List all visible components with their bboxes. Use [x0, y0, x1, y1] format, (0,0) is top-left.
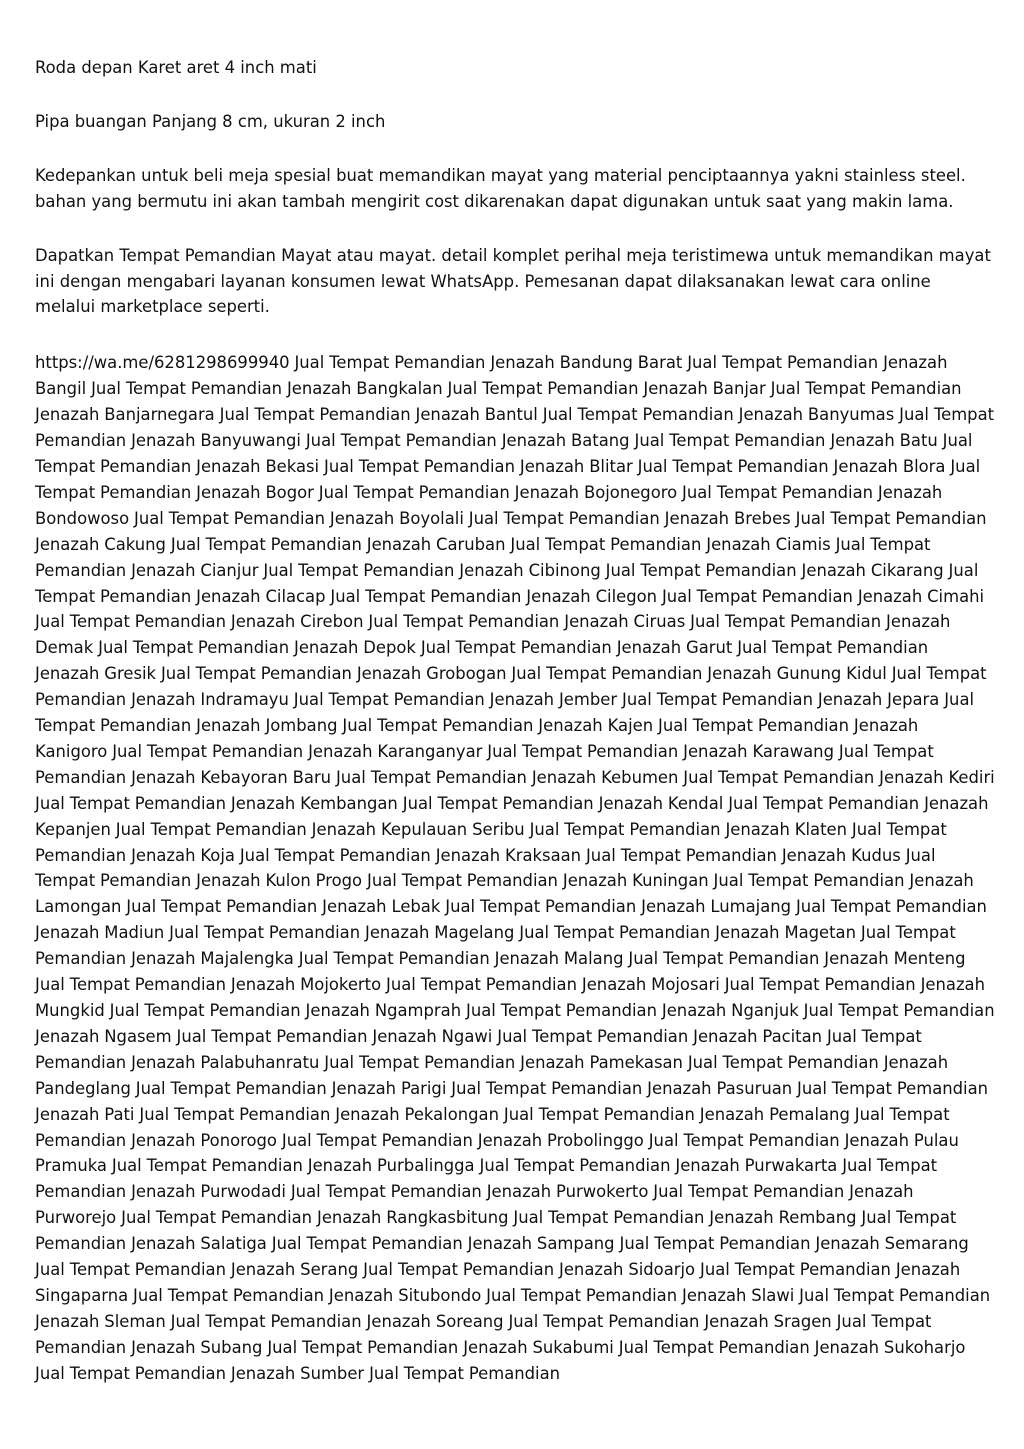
- document-body: [35, 55, 995, 1415]
- paragraph-order-info: Dapatkan Tempat Pemandian Mayat atau mayat. detail komplet perihal meja teristimewa untuk memandikan mayat ini dengan mengabari layanan konsumen lewat WhatsApp. Pemesanan dapat dilaksanakan lewat cara online melalui marketplace seperti.: [35, 245, 991, 317]
- paragraph-location-list: https://wa.me/6281298699940 Jual Tempat Pemandian Jenazah Bandung Barat Jual Tempat Pemandian Jenazah Bangil Jual Tempat Pemandian Jenazah Bangkalan Jual Tempat Pemandian Jenazah Banjar Jual Tempat Pemandian Jenazah Banjarnegara Jual Tempat Pemandian Jenazah Bantul Jual Tempat Pemandian Jenazah Banyumas Jual Tempat Pemandian Jenazah Banyuwangi Jual Tempat Pemandian Jenazah Batang Jual Tempat Pemandian Jenazah Batu Jual Tempat Pemandian Jenazah Bekasi Jual Tempat Pemandian Jenazah Blitar Jual Tempat Pemandian Jenazah Blora Jual Tempat Pemandian Jenazah Bogor Jual Tempat Pemandian Jenazah Bojonegoro Jual Tempat Pemandian Jenazah Bondowoso Jual Tempat Pemandian Jenazah Boyolali Jual Tempat Pemandian Jenazah Brebes Jual Tempat Pemandian Jenazah Cakung Jual Tempat Pemandian Jenazah Caruban Jual Tempat Pemandian Jenazah Ciamis Jual Tempat Pemandian Jenazah Cianjur Jual Tempat Pemandian Jenazah Cibinong Jual Tempat Pemandian Jenazah Cikarang Jual Tempat Pemandian Jenazah Cilacap Jual Tempat Pemandian Jenazah Cilegon Jual Tempat Pemandian Jenazah Cimahi Jual Tempat Pemandian Jenazah Cirebon Jual Tempat Pemandian Jenazah Ciruas Jual Tempat Pemandian Jenazah Demak Jual Tempat Pemandian Jenazah Depok Jual Tempat Pemandian Jenazah Garut Jual Tempat Pemandian Jenazah Gresik Jual Tempat Pemandian Jenazah Grobogan Jual Tempat Pemandian Jenazah Gunung Kidul Jual Tempat Pemandian Jenazah Indramayu Jual Tempat Pemandian Jenazah Jember Jual Tempat Pemandian Jenazah Jepara Jual Tempat Pemandian Jenazah Jombang Jual Tempat Pemandian Jenazah Kajen Jual Tempat Pemandian Jenazah Kanigoro Jual Tempat Pemandian Jenazah Karanganyar Jual Tempat Pemandian Jenazah Karawang Jual Tempat Pemandian Jenazah Kebayoran Baru Jual Tempat Pemandian Jenazah Kebumen Jual Tempat Pemandian Jenazah Kediri Jual Tempat Pemandian Jenazah Kembangan Jual Tempat Pemandian Jenazah Kendal Jual Tempat Pemandian Jenazah Kepanjen Jual Tempat Pemandian Jenazah Kepulauan Seribu Jual Tempat Pemandian Jenazah Klaten Jual Tempat Pemandian Jenazah Koja Jual Tempat Pemandian Jenazah Kraksaan Jual Tempat Pemandian Jenazah Kudus Jual Tempat Pemandian Jenazah Kulon Progo Jual Tempat Pemandian Jenazah Kuningan Jual Tempat Pemandian Jenazah Lamongan Jual Tempat Pemandian Jenazah Lebak Jual Tempat Pemandian Jenazah Lumajang Jual Tempat Pemandian Jenazah Madiun Jual Tempat Pemandian Jenazah Magelang Jual Tempat Pemandian Jenazah Magetan Jual Tempat Pemandian Jenazah Majalengka Jual Tempat Pemandian Jenazah Malang Jual Tempat Pemandian Jenazah Menteng Jual Tempat Pemandian Jenazah Mojokerto Jual Tempat Pemandian Jenazah Mojosari Jual Tempat Pemandian Jenazah Mungkid Jual Tempat Pemandian Jenazah Ngamprah Jual Tempat Pemandian Jenazah Nganjuk Jual Tempat Pemandian Jenazah Ngasem Jual Tempat Pemandian Jenazah Ngawi Jual Tempat Pemandian Jenazah Pacitan Jual Tempat Pemandian Jenazah Palabuhanratu Jual Tempat Pemandian Jenazah Pamekasan Jual Tempat Pemandian Jenazah Pandeglang Jual Tempat Pemandian Jenazah Parigi Jual Tempat Pemandian Jenazah Pasuruan Jual Tempat Pemandian Jenazah Pati Jual Tempat Pemandian Jenazah Pekalongan Jual Tempat Pemandian Jenazah Pemalang Jual Tempat Pemandian Jenazah Ponorogo Jual Tempat Pemandian Jenazah Probolinggo Jual Tempat Pemandian Jenazah Pulau Pramuka Jual Tempat Pemandian Jenazah Purbalingga Jual Tempat Pemandian Jenazah Purwakarta Jual Tempat Pemandian Jenazah Purwodadi Jual Tempat Pemandian Jenazah Purwokerto Jual Tempat Pemandian Jenazah Purworejo Jual Tempat Pemandian Jenazah Rangkasbitung Jual Tempat Pemandian Jenazah Rembang Jual Tempat Pemandian Jenazah Salatiga Jual Tempat Pemandian Jenazah Sampang Jual Tempat Pemandian Jenazah Semarang Jual Tempat Pemandian Jenazah Serang Jual Tempat Pemandian Jenazah Sidoarjo Jual Tempat Pemandian Jenazah Singaparna Jual Tempat Pemandian Jenazah Situbondo Jual Tempat Pemandian Jenazah Slawi Jual Tempat Pemandian Jenazah Sleman Jual Tempat Pemandian Jenazah Soreang Jual Tempat Pemandian Jenazah Sragen Jual Tempat Pemandian Jenazah Subang Jual Tempat Pemandian Jenazah Sukabumi Jual Tempat Pemandian Jenazah Sukoharjo Jual Tempat Pemandian Jenazah Sumber Jual Tempat Pemandian: [35, 353, 995, 1383]
- paragraph-stainless-steel: Kedepankan untuk beli meja spesial buat memandikan mayat yang material penciptaannya yakni stainless steel. bahan yang bermutu ini akan tambah mengirit cost dikarenakan dapat digunakan untuk saat yang makin lama.: [35, 165, 966, 211]
- paragraph-drain-pipe: Pipa buangan Panjang 8 cm, ukuran 2 inch: [35, 111, 386, 131]
- paragraph-front-wheel: Roda depan Karet aret 4 inch mati: [35, 58, 317, 77]
